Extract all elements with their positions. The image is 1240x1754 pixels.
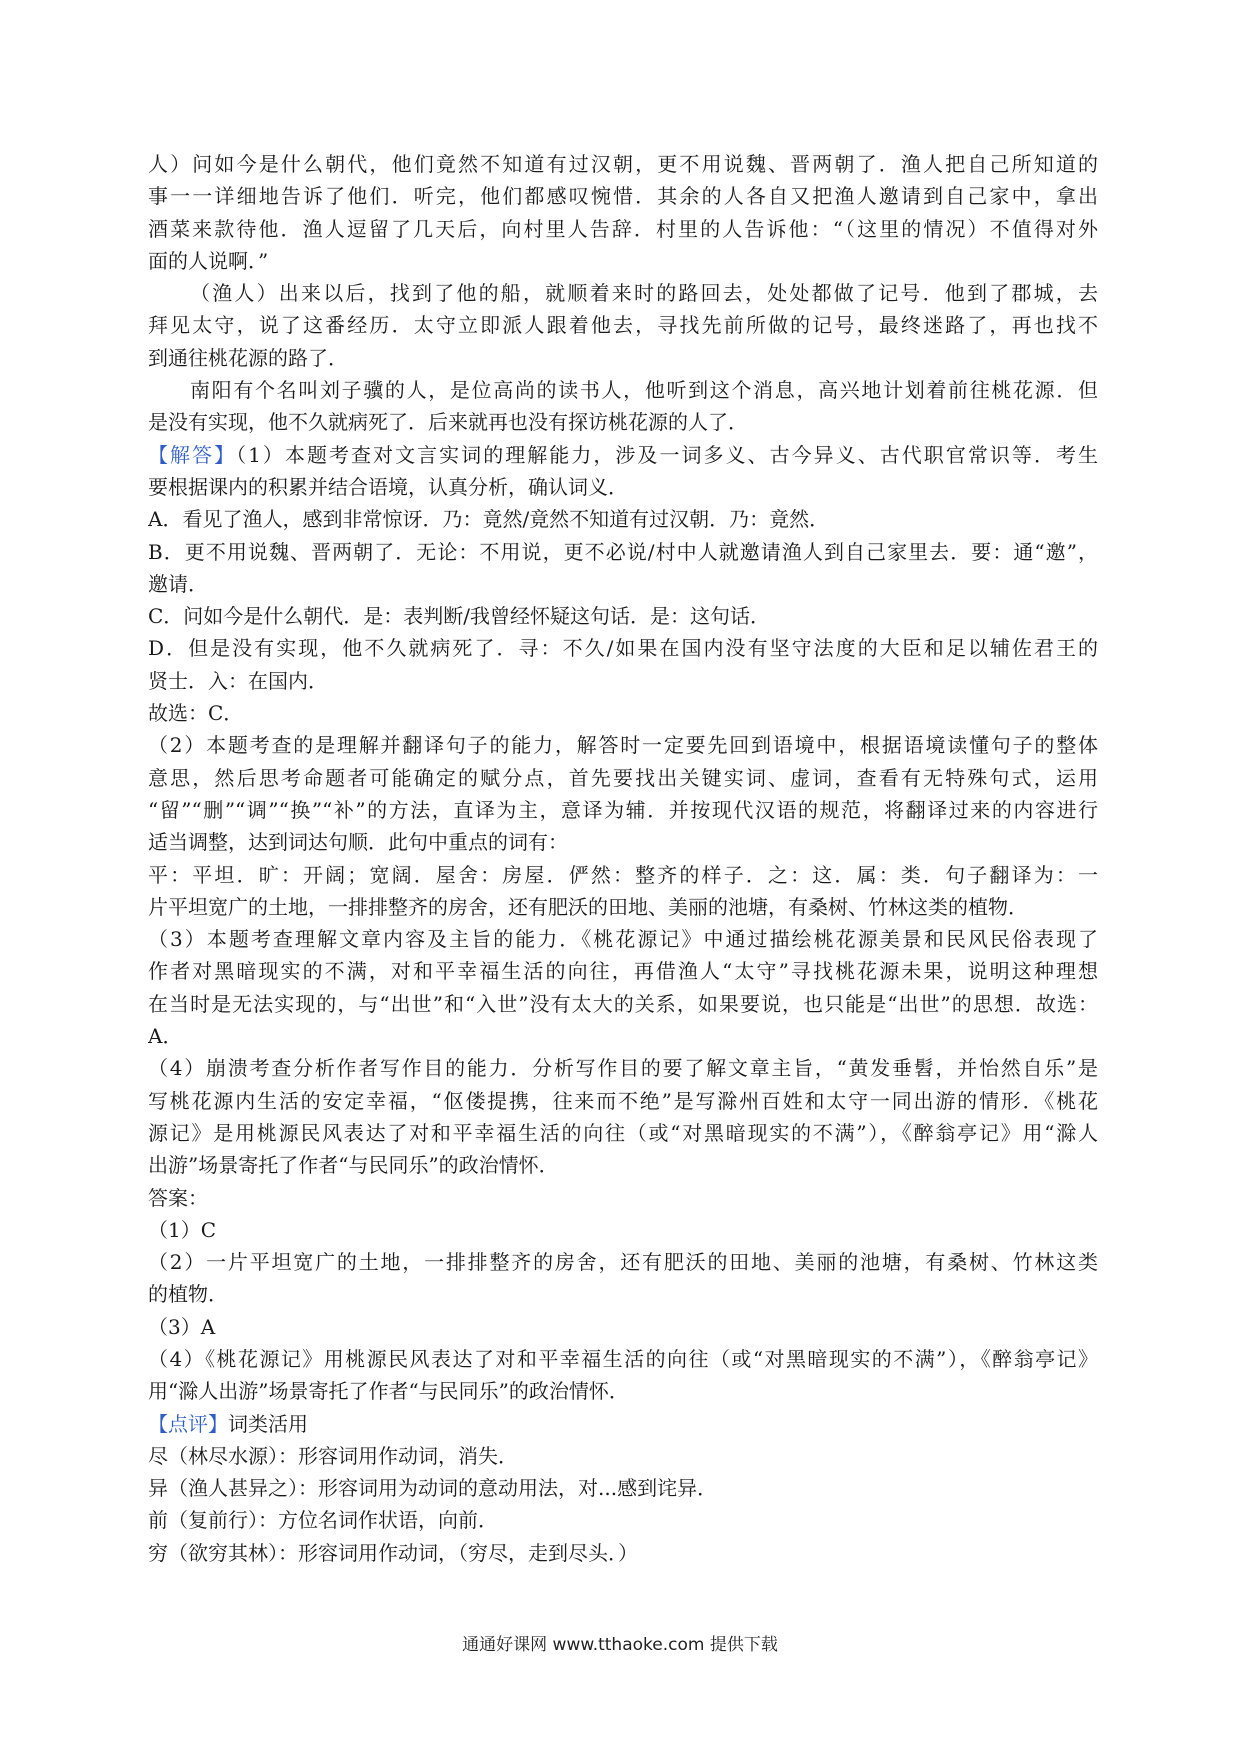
answers-heading: 答案：: [148, 1185, 208, 1210]
page-footer: 通通好课网 www.tthaoke.com 提供下载: [462, 1635, 778, 1655]
answer-line: 在当时是无法实现的，与“出世”和“入世”没有太大的关系，如果要说，也只能是“出世”的思想．故选：: [148, 991, 1098, 1016]
answer-item: （4）《桃花源记》用桃源民风表达了对和平幸福生活的向往（或“对黑暗现实的不满”），《醉翁亭记》: [148, 1346, 1098, 1371]
answer-line: 写桃花源内生活的安定幸福，“伛偻提携，往来而不绝”是写滁州百姓和太守一同出游的情形．《桃花: [148, 1088, 1098, 1113]
answer-text: （1）本题考查对文言实词的理解能力，涉及一词多义、古今异义、古代职官常识等．考生: [236, 442, 1098, 467]
answer-line: （2）本题考查的是理解并翻译句子的能力，解答时一定要先回到语境中，根据语境读懂句子的整体: [148, 733, 1098, 758]
answer-line: （4）崩溃考查分析作者写作目的能力．分析写作目的要了解文章主旨，“黄发垂髫，并怡然自乐”是: [148, 1056, 1098, 1081]
text-line: 事一一详细地告诉了他们．听完，他们都感叹惋惜．其余的人各自又把渔人邀请到自己家中，拿出: [148, 184, 1098, 209]
answer-line: 平：平坦．旷：开阔；宽阔．屋舍：房屋．俨然：整齐的样子．之：这．属：类．句子翻译为：一: [148, 862, 1098, 887]
answer-line: D．但是没有实现，他不久就病死了．寻：不久/如果在国内没有坚守法度的大臣和足以辅佐君王的: [148, 636, 1098, 661]
comment-item: 异（渔人甚异之）：形容词用为动词的意动用法，对...感到诧异．: [148, 1476, 718, 1501]
answer-line: “留”“删”“调”“换”“补”的方法，直译为主，意译为辅．并按现代汉语的规范，将翻译过来的内容进行: [148, 797, 1098, 822]
comment-title: 词类活用: [228, 1411, 308, 1436]
answer-line: （3）本题考查理解文章内容及主旨的能力．《桃花源记》中通过描绘桃花源美景和民风民俗表现了: [148, 927, 1098, 952]
answer-item: 的植物．: [148, 1282, 228, 1307]
text-line: 南阳有个名叫刘子骥的人，是位高尚的读书人，他听到这个消息，高兴地计划着前往桃花源．但: [190, 378, 1098, 403]
text-line: （渔人）出来以后，找到了他的船，就顺着来时的路回去，处处都做了记号．他到了郡城，去: [190, 281, 1098, 306]
answer-line: 作者对黑暗现实的不满，对和平幸福生活的向往，再借渔人“太守”寻找桃花源未果，说明这种理想: [148, 959, 1098, 984]
comment-item: 尽（林尽水源）：形容词用作动词，消失．: [148, 1443, 518, 1468]
text-line: 酒菜来款待他．渔人逗留了几天后，向村里人告辞．村里的人告诉他：“（这里的情况）不值得对外: [148, 216, 1098, 241]
text-line: 面的人说啊．”: [148, 248, 269, 273]
text-line: 是没有实现，他不久就病死了．后来就再也没有探访桃花源的人了．: [148, 410, 748, 435]
comment-line: [148, 1408, 1098, 1440]
answer-line: 出游”场景寄托了作者“与民同乐”的政治情怀．: [148, 1153, 559, 1178]
text-line: 拜见太守，说了这番经历．太守立即派人跟着他去，寻找先前所做的记号，最终迷路了，再也找不: [148, 313, 1098, 338]
document-body: [148, 148, 1098, 1569]
answer-line: [148, 439, 1098, 471]
answer-line: 片平坦宽广的土地，一排排整齐的房舍，还有肥沃的田地、美丽的池塘，有桑树、竹林这类的植物．: [148, 894, 1028, 919]
answer-line: 适当调整，达到词达句顺．此句中重点的词有：: [148, 830, 568, 855]
answer-item: （1）C: [148, 1217, 217, 1242]
answer-line: 贤士．入：在国内．: [148, 668, 328, 693]
answer-line: 源记》是用桃源民风表达了对和平幸福生活的向往（或“对黑暗现实的不满”），《醉翁亭记》用“滁人: [148, 1120, 1098, 1145]
answer-line: 故选：C．: [148, 701, 244, 726]
answer-tag: 【解答】: [148, 442, 237, 467]
comment-item: 穷（欲穷其林）：形容词用作动词，（穷尽，走到尽头．）: [148, 1540, 638, 1565]
text-line: 到通往桃花源的路了．: [148, 345, 348, 370]
answer-line: 意思，然后思考命题者可能确定的赋分点，首先要找出关键实词、虚词，查看有无特殊句式，运用: [148, 765, 1098, 790]
comment-tag: 【点评】: [148, 1411, 228, 1436]
text-line: 人）问如今是什么朝代，他们竟然不知道有过汉朝，更不用说魏、晋两朝了．渔人把自己所知道的: [148, 152, 1098, 176]
answer-item: （3）A: [148, 1314, 216, 1339]
answer-line: B．更不用说魏、晋两朝了．无论：不用说，更不必说/村中人就邀请渔人到自己家里去．要：通“邀”，: [148, 539, 1098, 564]
answer-line: C．问如今是什么朝代．是：表判断/我曾经怀疑这句话．是：这句话．: [148, 604, 771, 629]
answer-line: A．看见了渔人，感到非常惊讶．乃：竟然/竟然不知道有过汉朝．乃：竟然．: [148, 507, 830, 532]
answer-line: A．: [148, 1024, 183, 1049]
answer-item: （2）一片平坦宽广的土地，一排排整齐的房舍，还有肥沃的田地、美丽的池塘，有桑树、竹林这类: [148, 1250, 1098, 1275]
comment-item: 前（复前行）：方位名词作状语，向前．: [148, 1508, 498, 1533]
answer-line: 要根据课内的积累并结合语境，认真分析，确认词义．: [148, 474, 628, 499]
answer-item: 用“滁人出游”场景寄托了作者“与民同乐”的政治情怀．: [148, 1379, 629, 1404]
answer-line: 邀请．: [148, 571, 208, 596]
